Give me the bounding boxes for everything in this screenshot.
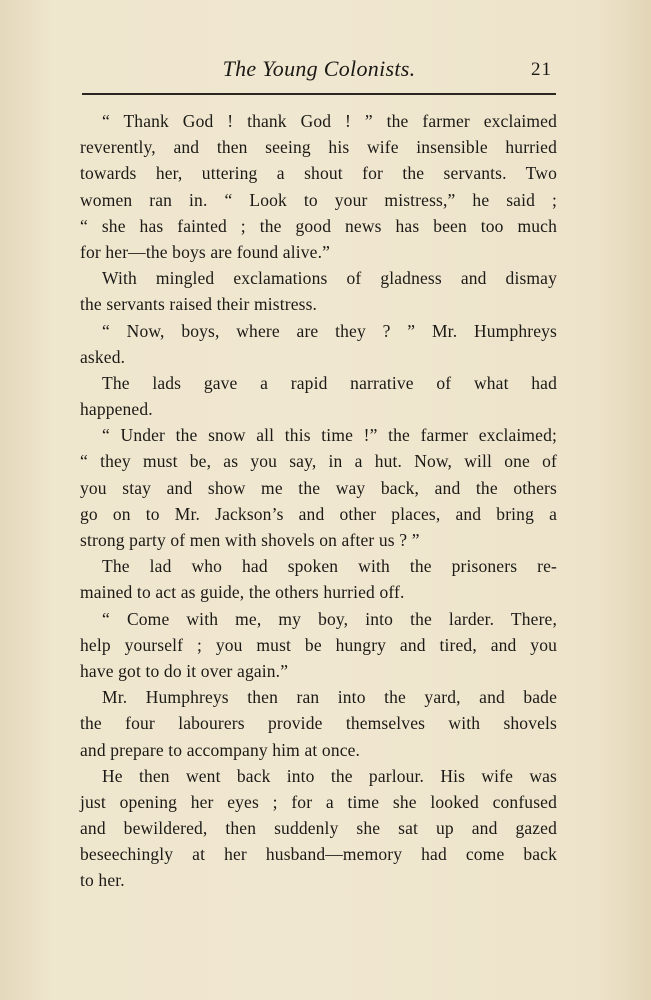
text-line: the four labourers provide themselves with shovels	[80, 713, 557, 734]
page-number: 21	[531, 59, 552, 80]
text-line: The lad who had spoken with the prisoners re-	[102, 556, 557, 577]
text-line: Mr. Humphreys then ran into the yard, and bade	[102, 687, 557, 708]
text-line: “ she has fainted ; the good news has been too much	[80, 215, 557, 236]
text-line: “ they must be, as you say, in a hut. Now, will one of	[80, 451, 557, 472]
text-line: for her—the boys are found alive.”	[80, 241, 331, 262]
text-line: “ Under the snow all this time !” the farmer exclaimed;	[102, 425, 557, 446]
text-line: happened.	[80, 399, 153, 420]
text-line: “ Thank God ! thank God ! ” the farmer exclaimed	[102, 111, 557, 131]
text-line: the servants raised their mistress.	[80, 294, 318, 315]
text-line: and bewildered, then suddenly she sat up and gazed	[80, 818, 557, 839]
text-line: go on to Mr. Jackson’s and other places, and bring a	[80, 503, 557, 524]
header-rule	[82, 93, 556, 95]
text-line: asked.	[80, 346, 126, 367]
text-line: women ran in. “ Look to your mistress,” he said ;	[80, 189, 557, 210]
text-line: have got to do it over again.”	[80, 660, 289, 681]
text-line: beseechingly at her husband—memory had come back	[80, 844, 557, 865]
text-line: The lads gave a rapid narrative of what had	[102, 372, 557, 393]
text-line: mained to act as guide, the others hurried off.	[80, 582, 405, 603]
text-line: to her.	[80, 870, 125, 891]
text-line: help yourself ; you must be hungry and tired, and you	[80, 634, 557, 655]
text-line: just opening her eyes ; for a time she looked confused	[80, 791, 557, 812]
text-line: and prepare to accompany him at once.	[80, 739, 361, 760]
body-text	[80, 108, 557, 894]
text-line: towards her, uttering a shout for the servants. Two	[80, 163, 557, 184]
text-line: “ Now, boys, where are they ? ” Mr. Humphreys	[102, 320, 557, 341]
text-line: you stay and show me the way back, and the others	[80, 477, 557, 498]
text-line: strong party of men with shovels on after us ? ”	[80, 530, 420, 550]
page-header	[80, 52, 558, 88]
text-line: “ Come with me, my boy, into the larder. There,	[102, 608, 557, 629]
text-line: He then went back into the parlour. His wife was	[102, 765, 557, 786]
text-line: reverently, and then seeing his wife insensible hurried	[80, 137, 557, 158]
running-title: The Young Colonists.	[222, 56, 416, 81]
text-line: With mingled exclamations of gladness and dismay	[102, 268, 557, 289]
